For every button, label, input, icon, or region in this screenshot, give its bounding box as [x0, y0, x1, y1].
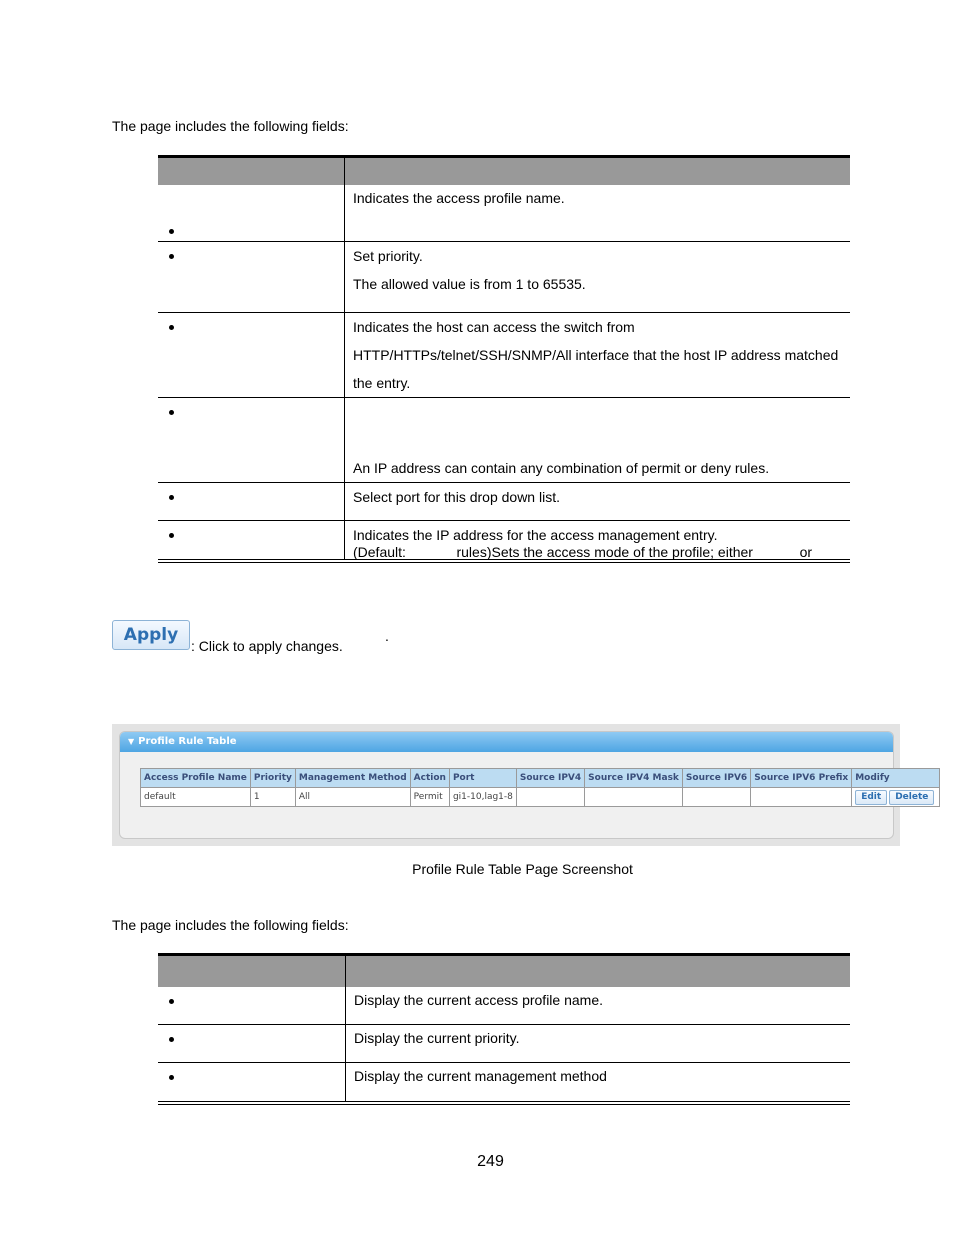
- fields-table-1: [158, 155, 850, 644]
- bullet-icon: [169, 1075, 174, 1080]
- cell-source-ipv6-prefix: [751, 788, 852, 807]
- column-header: Modify: [852, 769, 940, 788]
- column-header: Action: [410, 769, 449, 788]
- figure-caption: Profile Rule Table Page Screenshot: [412, 861, 633, 877]
- bullet-icon: [169, 254, 174, 259]
- cell-source-ipv4-mask: [585, 788, 683, 807]
- table-row: [158, 242, 850, 313]
- bullet-icon: [169, 1037, 174, 1042]
- table-row: [158, 185, 850, 242]
- cell-action: Permit: [410, 788, 449, 807]
- bullet-icon: [169, 410, 174, 415]
- page-number: 249: [477, 1153, 504, 1170]
- table-row: [158, 1063, 850, 1101]
- intro-text: The page includes the following fields:: [112, 917, 349, 933]
- column-header: Port: [449, 769, 516, 788]
- row-description: Indicates the host can access the switch from HTTP/HTTPs/telnet/SSH/SNMP/All interface that the host IP address matched the entry.: [353, 319, 839, 391]
- cell-modify: [852, 788, 940, 807]
- cell-priority: 1: [250, 788, 295, 807]
- bullet-icon: [169, 325, 174, 330]
- row-description: Display the current access profile name.: [354, 992, 603, 1008]
- row-description: An IP address can contain any combination of permit or deny rules. (Default: rules)Sets the access mode of the profile; either or .: [353, 460, 813, 644]
- row-description: Set priority. The allowed value is from 1 to 65535.: [353, 248, 586, 292]
- table-row: [158, 313, 850, 398]
- table-end-rule: [158, 1101, 850, 1105]
- table-row: [158, 483, 850, 521]
- panel-header[interactable]: [120, 732, 893, 752]
- bullet-icon: [169, 495, 174, 500]
- column-header: Management Method: [295, 769, 410, 788]
- table-header: [158, 155, 850, 185]
- bullet-icon: [169, 999, 174, 1004]
- profile-rule-table: [140, 768, 940, 807]
- table-row: [158, 521, 850, 559]
- collapse-triangle-icon[interactable]: ▼: [128, 737, 135, 746]
- panel-title: Profile Rule Table: [138, 736, 237, 747]
- intro-text: The page includes the following fields:: [112, 118, 349, 134]
- row-description: Display the current priority.: [354, 1030, 520, 1046]
- cell-method: All: [295, 788, 410, 807]
- column-header: Priority: [250, 769, 295, 788]
- row-description: Indicates the access profile name.: [353, 190, 565, 206]
- table-header-row: [141, 769, 940, 788]
- row-description: Display the current management method: [354, 1068, 607, 1084]
- bullet-icon: [169, 229, 174, 234]
- cell-port: gi1-10,lag1-8: [449, 788, 516, 807]
- cell-profile-name: default: [141, 788, 251, 807]
- row-description: Select port for this drop down list.: [353, 489, 560, 505]
- row-description: Indicates the IP address for the access management entry.: [353, 527, 718, 543]
- column-header: Source IPV6 Prefix: [751, 769, 852, 788]
- table-row: [141, 788, 940, 807]
- apply-description: : Click to apply changes.: [191, 638, 343, 654]
- column-header: Source IPV4 Mask: [585, 769, 683, 788]
- table-row: [158, 1025, 850, 1063]
- table-row: [158, 987, 850, 1025]
- fields-table-2: [158, 953, 850, 1105]
- column-header: Access Profile Name: [141, 769, 251, 788]
- column-header: Source IPV4: [516, 769, 584, 788]
- delete-button[interactable]: Delete: [889, 790, 934, 805]
- cell-source-ipv6: [682, 788, 750, 807]
- column-header: Source IPV6: [682, 769, 750, 788]
- cell-source-ipv4: [516, 788, 584, 807]
- bullet-icon: [169, 533, 174, 538]
- edit-button[interactable]: Edit: [855, 790, 887, 805]
- apply-button[interactable]: Apply: [112, 620, 190, 650]
- table-header: [158, 953, 850, 987]
